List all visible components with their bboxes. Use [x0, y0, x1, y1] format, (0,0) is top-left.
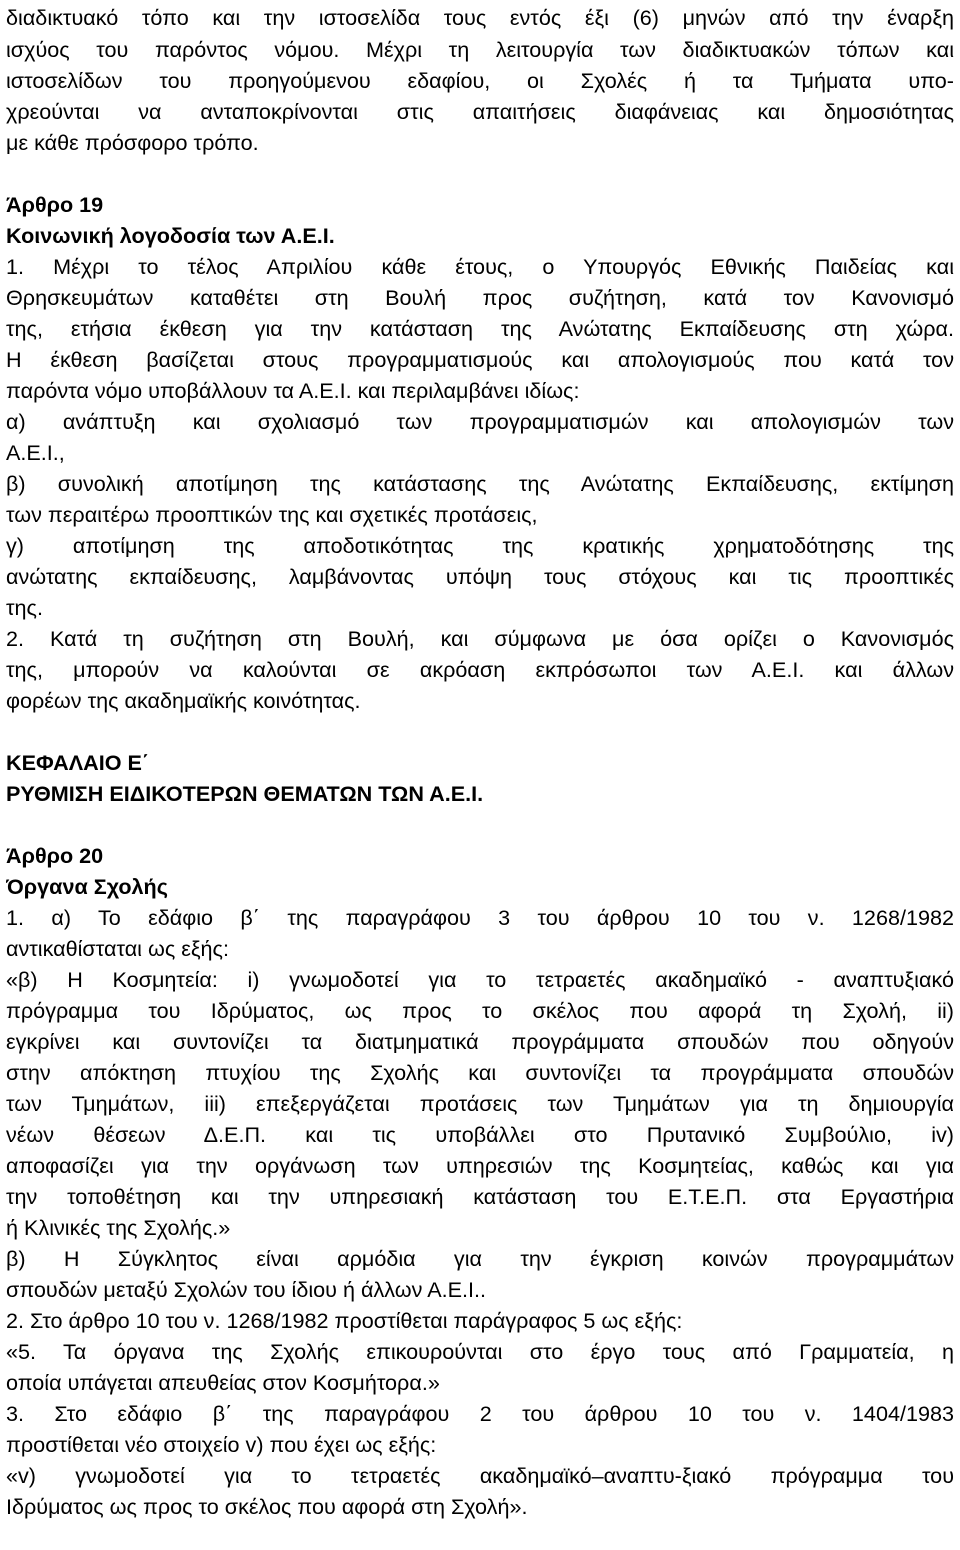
text-line: στην απόκτηση πτυχίου της Σχολής και συντονίζει τα προγράμματα σπουδών [6, 1060, 954, 1085]
text-line: της. [6, 595, 43, 620]
text-line: «β) Η Κοσμητεία: i) γνωμοδοτεί για το τετραετές ακαδημαϊκό - αναπτυξιακό [6, 967, 954, 992]
text-line: 1. Μέχρι το τέλος Απριλίου κάθε έτους, ο Υπουργός Εθνικής Παιδείας και [6, 254, 954, 279]
text-line: παρόντα νόμο υποβάλλουν τα Α.Ε.Ι. και περιλαμβάνει ιδίως: [6, 378, 580, 403]
text-line: 1. α) Το εδάφιο β΄ της παραγράφου 3 του άρθρου 10 του ν. 1268/1982 [6, 905, 954, 930]
text-line: χρεούνται να ανταποκρίνονται στις απαιτήσεις διαφάνειας και δημοσιότητας [6, 99, 954, 124]
text-line: σπουδών μεταξύ Σχολών του ίδιου ή άλλων Α.Ε.Ι.. [6, 1277, 486, 1302]
article-20-heading: Άρθρο 20 [6, 843, 104, 868]
text-line: εγκρίνει και συντονίζει τα διατμηματικά προγράμματα σπουδών που οδηγούν [6, 1029, 954, 1054]
text-line: οποία υπάγεται απευθείας στον Κοσμήτορα.» [6, 1370, 440, 1395]
text-line: την τοποθέτηση και την υπηρεσιακή κατάσταση του Ε.Τ.Ε.Π. στα Εργαστήρια [6, 1184, 954, 1209]
text-line: Η έκθεση βασίζεται στους προγραμματισμούς και απολογισμούς που κατά τον [6, 347, 954, 372]
text-line: «v) γνωμοδοτεί για το τετραετές ακαδημαϊκό–αναπτυ-ξιακό πρόγραμμα του [6, 1463, 954, 1488]
text-line: των περαιτέρω προοπτικών της και σχετικές προτάσεις, [6, 502, 538, 527]
text-line: ισχύος του παρόντος νόμου. Μέχρι τη λειτουργία των διαδικτυακών τόπων και [6, 37, 954, 62]
text-line: «5. Τα όργανα της Σχολής επικουρούνται στο έργο τους από Γραμματεία, η [6, 1339, 954, 1364]
text-line: β) Η Σύγκλητος είναι αρμόδια για την έγκριση κοινών προγραμμάτων [6, 1246, 954, 1271]
text-line: αντικαθίσταται ως εξής: [6, 936, 229, 961]
text-line: 2. Στο άρθρο 10 του ν. 1268/1982 προστίθεται παράγραφος 5 ως εξής: [6, 1308, 683, 1333]
text-line: φορέων της ακαδημαϊκής κοινότητας. [6, 688, 361, 713]
text-line: Ιδρύματος ως προς το σκέλος που αφορά στη Σχολή». [6, 1494, 528, 1519]
text-line: 3. Στο εδάφιο β΄ της παραγράφου 2 του άρθρου 10 του ν. 1404/1983 [6, 1401, 954, 1426]
text-line: με κάθε πρόσφορο τρόπο. [6, 130, 259, 155]
article-20-title: Όργανα Σχολής [6, 874, 168, 899]
text-line: Α.Ε.Ι., [6, 440, 65, 465]
text-line: προστίθεται νέο στοιχείο v) που έχει ως εξής: [6, 1432, 437, 1457]
text-line: νέων θέσεων Δ.Ε.Π. και τις υποβάλλει στο Πρυτανικό Συμβούλιο, iv) [6, 1122, 954, 1147]
text-line: β) συνολική αποτίμηση της κατάστασης της Ανώτατης Εκπαίδευσης, εκτίμηση [6, 471, 954, 496]
text-line: ιστοσελίδων του προηγούμενου εδαφίου, οι Σχολές ή τα Τμήματα υπο- [6, 68, 954, 93]
chapter-title: ΡΥΘΜΙΣΗ ΕΙΔΙΚΟΤΕΡΩΝ ΘΕΜΑΤΩΝ ΤΩΝ Α.Ε.Ι. [6, 781, 484, 806]
text-line: α) ανάπτυξη και σχολιασμό των προγραμματισμών και απολογισμών των [6, 409, 954, 434]
text-line: της, μπορούν να καλούνται σε ακρόαση εκπρόσωποι των Α.Ε.Ι. και άλλων [6, 657, 954, 682]
article-19-title: Κοινωνική λογοδοσία των Α.Ε.Ι. [6, 223, 335, 248]
text-line: των Τμημάτων, iii) επεξεργάζεται προτάσεις των Τμημάτων για τη δημιουργία [6, 1091, 954, 1116]
text-line: αποφασίζει για την οργάνωση των υπηρεσιών της Κοσμητείας, καθώς και για [6, 1153, 954, 1178]
chapter-heading: ΚΕΦΑΛΑΙΟ Ε΄ [6, 750, 150, 775]
text-line: ανώτατης εκπαίδευσης, λαμβάνοντας υπόψη τους στόχους και τις προοπτικές [6, 564, 954, 589]
text-line: 2. Κατά τη συζήτηση στη Βουλή, και σύμφωνα με όσα ορίζει ο Κανονισμός [6, 626, 954, 651]
text-line: γ) αποτίμηση της αποδοτικότητας της κρατικής χρηματοδότησης της [6, 533, 954, 558]
text-line: πρόγραμμα του Ιδρύματος, ως προς το σκέλος που αφορά τη Σχολή, ii) [6, 998, 954, 1023]
article-19-heading: Άρθρο 19 [6, 192, 104, 217]
text-line: ή Κλινικές της Σχολής.» [6, 1215, 231, 1240]
text-line: Θρησκευμάτων καταθέτει στη Βουλή προς συζήτηση, κατά τον Κανονισμό [6, 285, 954, 310]
text-line: της, ετήσια έκθεση για την κατάσταση της Ανώτατης Εκπαίδευσης στη χώρα. [6, 316, 954, 341]
text-line: διαδικτυακό τόπο και την ιστοσελίδα τους εντός έξι (6) μηνών από την έναρξη [6, 5, 954, 30]
